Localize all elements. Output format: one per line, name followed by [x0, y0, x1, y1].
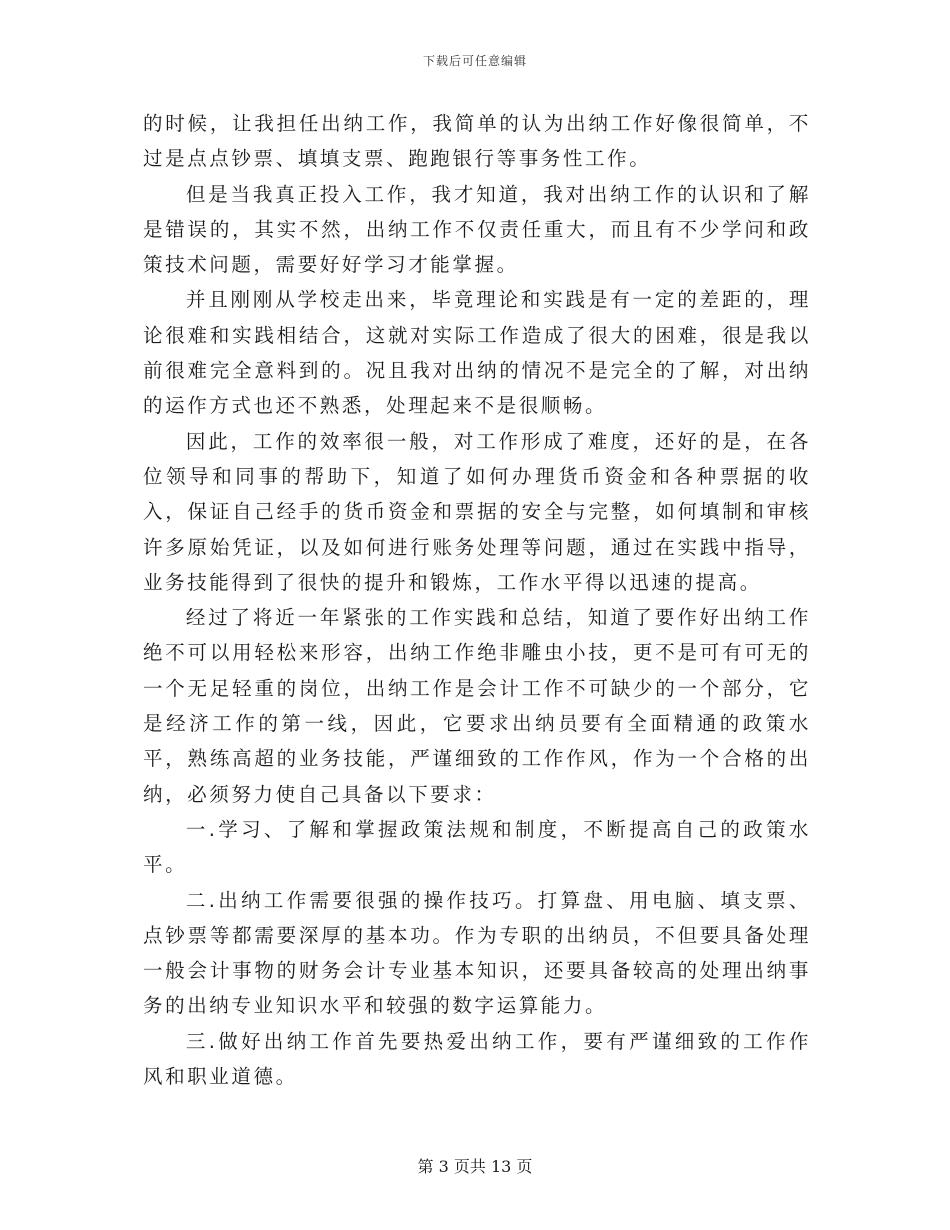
page-header: 下载后可任意编辑 [422, 54, 527, 68]
paragraph-2: 但是当我真正投入工作，我才知道，我对出纳工作的认识和了解是错误的，其实不然，出纳工作不仅责任重大，而且有不少学问和政策技术问题，需要好好学习才能掌握。 [143, 182, 811, 277]
paragraph-1: 的时候，让我担任出纳工作，我简单的认为出纳工作好像很简单，不过是点点钞票、填填支票、跑跑银行等事务性工作。 [143, 112, 811, 171]
paragraph-6: 一.学习、了解和掌握政策法规和制度，不断提高自己的政策水平。 [143, 817, 811, 877]
document-body [143, 106, 811, 1094]
page-number-footer: 第 3 页共 13 页 [417, 1157, 533, 1176]
paragraph-8: 三.做好出纳工作首先要热爱出纳工作，要有严谨细致的工作作风和职业道德。 [143, 1029, 811, 1089]
paragraph-3: 并且刚刚从学校走出来，毕竟理论和实践是有一定的差距的，理论很难和实践相结合，这就对实际工作造成了很大的困难，很是我以前很难完全意料到的。况且我对出纳的情况不是完全的了解，对出纳的运作方式也还不熟悉，处理起来不是很顺畅。 [143, 288, 811, 418]
paragraph-5: 经过了将近一年紧张的工作实践和总结，知道了要作好出纳工作绝不可以用轻松来形容，出纳工作绝非雕虫小技，更不是可有可无的一个无足轻重的岗位，出纳工作是会计工作不可缺少的一个部分，它是经济工作的第一线，因此，它要求出纳员要有全面精通的政策水平，熟练高超的业务技能，严谨细致的工作作风，作为一个合格的出纳，必须努力使自己具备以下要求： [143, 606, 811, 806]
paragraph-7: 二.出纳工作需要很强的操作技巧。打算盘、用电脑、填支票、点钞票等都需要深厚的基本功。作为专职的出纳员，不但要具备处理一般会计事物的财务会计专业基本知识，还要具备较高的处理出纳事务的出纳专业知识水平和较强的数字运算能力。 [143, 888, 811, 1018]
paragraph-4: 因此，工作的效率很一般，对工作形成了难度，还好的是，在各位领导和同事的帮助下，知道了如何办理货币资金和各种票据的收入，保证自己经手的货币资金和票据的安全与完整，如何填制和审核许多原始凭证，以及如何进行账务处理等问题，通过在实践中指导，业务技能得到了很快的提升和锻炼，工作水平得以迅速的提高。 [143, 429, 811, 594]
